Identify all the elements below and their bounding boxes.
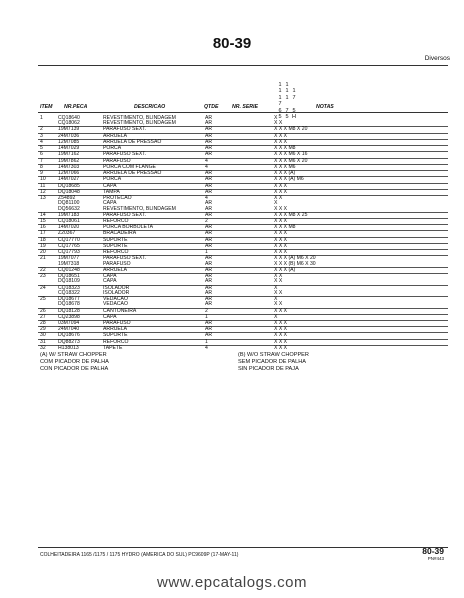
applicability-cell: X X	[274, 195, 283, 202]
description-cell: SUPORTE	[103, 236, 128, 243]
description-cell: CAPA	[103, 182, 117, 189]
part-number-cell: Z20367	[58, 230, 76, 237]
part-number-cell: CQ18640	[58, 115, 80, 121]
description-cell: PROTECAO	[103, 195, 132, 202]
part-number-cell: 19M7139	[58, 126, 80, 133]
qty-cell: AR	[205, 151, 213, 158]
qty-cell: AR	[205, 170, 213, 177]
description-cell: ISOLADOR	[103, 289, 130, 296]
serial-column-header	[278, 82, 296, 120]
part-number-cell: Z54892	[58, 195, 76, 202]
description-cell: ARRUELA	[103, 132, 128, 139]
part-number-cell: DQ81100	[58, 200, 80, 207]
part-number-cell: 24M7036	[58, 132, 80, 139]
description-cell: PORCA COM FLANGE	[103, 163, 156, 170]
description-cell: PORCA	[103, 176, 122, 183]
qty-cell: AR	[205, 188, 213, 195]
description-cell: CAPA	[103, 200, 117, 207]
qty-cell: 2	[205, 217, 208, 224]
part-number-cell: 12M7085	[58, 138, 80, 145]
item-cell: 18	[40, 236, 46, 243]
description-cell: REVESTIMENTO, BLINDAGEM	[103, 120, 176, 127]
description-cell: SUPORTE	[103, 332, 128, 339]
applicability-cell: X X X	[274, 249, 288, 256]
description-cell: ISOLADOR	[103, 284, 130, 291]
description-cell: ARRUELA	[103, 326, 128, 333]
description-cell: PARAFUSO SEXT.	[103, 211, 147, 218]
qty-cell: AR	[205, 230, 213, 237]
qty-cell: AR	[205, 278, 213, 285]
applicability-cell: X	[274, 313, 278, 320]
applicability-cell: X X X	[274, 319, 288, 326]
note-b-line-3: SIN PICADOR DE PAJA	[238, 366, 299, 372]
note-b-line-2: SEM PICADOR DE PALHA	[238, 359, 306, 365]
qty-cell: AR	[205, 255, 213, 262]
qty-cell: 4	[205, 344, 208, 351]
description-cell: REFORCO	[103, 249, 129, 256]
footer-rule	[38, 547, 448, 548]
description-cell: PARAFUSO SEXT.	[103, 151, 147, 158]
description-cell: CAPA	[103, 278, 117, 285]
qty-cell: AR	[205, 211, 213, 218]
qty-cell: AR	[205, 319, 213, 326]
qty-cell: AR	[205, 132, 213, 139]
description-cell: SUPORTE	[103, 242, 128, 249]
item-cell: 22	[40, 266, 46, 273]
applicability-cell: X	[274, 284, 278, 291]
applicability-cell: X	[274, 115, 278, 121]
description-cell: PARAFUSO	[103, 319, 131, 326]
qty-cell: AR	[205, 260, 213, 267]
item-cell: 30	[40, 332, 46, 339]
applicability-cell: X X	[274, 278, 283, 285]
description-cell: REFORCO	[103, 217, 129, 224]
part-number-cell: CQ18062	[58, 120, 80, 127]
part-number-cell: 14M7027	[58, 176, 80, 183]
part-number-cell: CQ17765	[58, 242, 80, 249]
applicability-cell: X X X	[274, 205, 288, 212]
description-cell: PARAFUSO SEXT.	[103, 255, 147, 262]
applicability-cell: X X X	[274, 236, 288, 243]
applicability-cell: X X	[274, 289, 283, 296]
item-cell: 23	[40, 273, 46, 280]
item-cell: 31	[40, 338, 46, 345]
qty-cell: 1	[205, 338, 208, 345]
part-number-cell: DQ18676	[58, 332, 80, 339]
note-a	[40, 352, 109, 373]
applicability-cell: X X X (A)	[274, 266, 296, 273]
qty-cell: AR	[205, 176, 213, 183]
description-cell: CAPA	[103, 313, 117, 320]
applicability-cell: X X X M6	[274, 163, 296, 170]
qty-cell: AR	[205, 296, 213, 303]
footer-page-number: 80-39	[422, 546, 444, 556]
serial-header-col-3: 1 7 5 H	[292, 88, 296, 121]
part-number-cell: 19M7183	[58, 211, 80, 218]
part-number-cell: 19M7162	[58, 151, 80, 158]
part-number-cell: CQ18323	[58, 284, 80, 291]
item-cell: 10	[40, 176, 46, 183]
qty-cell: AR	[205, 332, 213, 339]
description-cell: PARAFUSO SEXT.	[103, 126, 147, 133]
description-cell: CAPA	[103, 273, 117, 280]
part-number-cell: DQ18678	[58, 301, 80, 308]
qty-cell: AR	[205, 284, 213, 291]
part-number-cell: 14M7303	[58, 163, 80, 170]
description-cell: VEDACAO	[103, 296, 128, 303]
part-number-cell: 14M7029	[58, 145, 80, 152]
qty-cell: 4	[205, 163, 208, 170]
qty-cell: AR	[205, 273, 213, 280]
item-cell: 32	[40, 344, 46, 351]
applicability-cell: X X X	[274, 332, 288, 339]
item-cell: 3	[40, 132, 43, 139]
qty-cell: AR	[205, 301, 213, 308]
part-number-cell: DQ18651	[58, 273, 80, 280]
applicability-cell: X X X	[274, 182, 288, 189]
item-cell: 16	[40, 224, 46, 231]
applicability-cell: X X X	[274, 307, 288, 314]
qty-cell: AR	[205, 120, 213, 127]
description-cell: PARAFUSO	[103, 157, 131, 164]
parts-table	[38, 116, 448, 351]
applicability-cell: X X X	[274, 188, 288, 195]
column-header-qty: QTDE	[204, 104, 219, 110]
column-header-serial: NR. SERIE	[232, 104, 258, 110]
item-cell: 19	[40, 242, 46, 249]
description-cell: CANTONEIRA	[103, 307, 137, 314]
qty-cell: AR	[205, 242, 213, 249]
applicability-cell: X X X	[274, 344, 288, 351]
applicability-cell: X X	[274, 273, 283, 280]
watermark[interactable]: www.epcatalogs.com	[157, 574, 307, 591]
qty-cell: AR	[205, 115, 213, 121]
description-cell: REVESTIMENTO, BLINDAGEM	[103, 205, 176, 212]
item-cell: 15	[40, 217, 46, 224]
table-header-rule	[38, 112, 448, 113]
description-cell: REVESTIMENTO, BLINDAGEM	[103, 115, 176, 121]
qty-cell: AR	[205, 145, 213, 152]
part-number-cell: DQ88273	[58, 338, 80, 345]
qty-cell: AR	[205, 126, 213, 133]
item-cell: 4	[40, 138, 43, 145]
description-cell: BRACADEIRA	[103, 230, 137, 237]
applicability-cell: X X X M8 X 25	[274, 211, 308, 218]
part-number-cell: 14M7020	[58, 224, 80, 231]
item-cell: 14	[40, 211, 46, 218]
serial-header-col-2: 1 1 1 7 5	[285, 82, 289, 121]
applicability-cell: X X X	[274, 138, 288, 145]
part-number-cell: 19M7077	[58, 255, 80, 262]
item-cell: 20	[40, 249, 46, 256]
part-number-cell: CQ23898	[58, 313, 80, 320]
description-cell: VEDACAO	[103, 301, 128, 308]
page-title: 80-39	[212, 35, 252, 52]
note-a-line-3: CON PICADOR DE PALHA	[40, 366, 109, 372]
description-cell: REFORCO	[103, 338, 129, 345]
part-number-cell: CQ17793	[58, 249, 80, 256]
applicability-cell: X X X (A) M6	[274, 176, 304, 183]
applicability-cell: X X X M8	[274, 145, 296, 152]
qty-cell: AR	[205, 182, 213, 189]
applicability-cell: X X X	[274, 242, 288, 249]
note-a-line-1: (A) W/ STRAW CHOPPER	[40, 352, 107, 358]
serial-header-col-1: 1 1 1 7 6 5	[278, 82, 282, 121]
column-header-part: NR.PECA	[64, 104, 88, 110]
part-number-cell: DQ18048	[58, 188, 80, 195]
column-header-description: DESCRICAO	[134, 104, 166, 110]
part-number-cell: DQ18685	[58, 182, 80, 189]
footer-code: PN#443	[427, 556, 444, 561]
applicability-cell: X X X	[274, 326, 288, 333]
part-number-cell: CQ18061	[58, 217, 80, 224]
qty-cell: AR	[205, 236, 213, 243]
applicability-cell: X X	[274, 120, 283, 127]
part-number-cell: CQ01248	[58, 266, 80, 273]
description-cell: ARRUELA	[103, 266, 128, 273]
qty-cell: AR	[205, 326, 213, 333]
item-cell: 28	[40, 319, 46, 326]
part-number-cell: 19M7862	[58, 157, 80, 164]
description-cell: TAMPA	[103, 188, 120, 195]
item-cell: 5	[40, 145, 43, 152]
qty-cell: 2	[205, 307, 208, 314]
description-cell: TAPETE	[103, 344, 123, 351]
applicability-cell: X X X (A)	[274, 170, 296, 177]
item-cell: 7	[40, 157, 43, 164]
table-row	[38, 345, 448, 351]
item-cell: 2	[40, 126, 43, 133]
item-cell: 17	[40, 230, 46, 237]
part-number-cell: DQ18109	[58, 278, 80, 285]
item-cell: 13	[40, 195, 46, 202]
qty-cell: 4	[205, 157, 208, 164]
item-cell: 29	[40, 326, 46, 333]
note-b-line-1: (B) W/O STRAW CHOPPER	[238, 352, 309, 358]
applicability-cell: X X X	[274, 217, 288, 224]
part-number-cell: CQ18322	[58, 289, 80, 296]
description-cell: ARRUELA DE PRESSAO	[103, 170, 162, 177]
applicability-cell: X X X (A) M6 X 20	[274, 255, 316, 262]
item-cell: 27	[40, 313, 46, 320]
item-cell: 25	[40, 296, 46, 303]
item-cell: 8	[40, 163, 43, 170]
note-a-line-2: COM PICADOR DE PALHA	[40, 359, 109, 365]
part-number-cell: DQ18128	[58, 307, 80, 314]
item-cell: 6	[40, 151, 43, 158]
qty-cell: AR	[205, 266, 213, 273]
applicability-cell: X X X M8	[274, 224, 296, 231]
qty-cell: AR	[205, 200, 213, 207]
footer-text: COLHEITADEIRA 1165 /1175 / 1175 HYDRO (AMERICA DO SUL) PC9609P (17-MAY-11)	[40, 552, 239, 558]
applicability-cell: X X X (B) M6 X 30	[274, 260, 316, 267]
section-label: Diversos	[424, 55, 450, 62]
item-cell: 9	[40, 170, 43, 177]
qty-cell: AR	[205, 289, 213, 296]
description-cell: PORCA BORBOLETA	[103, 224, 154, 231]
header-rule	[38, 65, 448, 66]
item-cell: 11	[40, 182, 46, 189]
applicability-cell: X X X	[274, 132, 288, 139]
part-number-cell: 24M7040	[58, 326, 80, 333]
column-header-notes: NOTAS	[316, 104, 334, 110]
description-cell: PORCA	[103, 145, 122, 152]
applicability-cell: X X X M8 X 20	[274, 126, 308, 133]
qty-cell: AR	[205, 205, 213, 212]
part-number-cell: DQ18677	[58, 296, 80, 303]
item-cell: 26	[40, 307, 46, 314]
applicability-cell: X	[274, 200, 278, 207]
column-header-item: ITEM	[40, 104, 53, 110]
qty-cell: AR	[205, 224, 213, 231]
qty-cell: 4	[205, 195, 208, 202]
applicability-cell: X X X	[274, 338, 288, 345]
item-cell: 1	[40, 115, 43, 121]
part-number-cell: 12M7066	[58, 170, 80, 177]
applicability-cell: X X	[274, 301, 283, 308]
qty-cell: AR	[205, 138, 213, 145]
item-cell: 21	[40, 255, 46, 262]
description-cell: ARRUELA DE PRESSAO	[103, 138, 162, 145]
part-number-cell: DQ56632	[58, 205, 80, 212]
qty-cell: 1	[205, 313, 208, 320]
applicability-cell: X X X M6 X 16	[274, 151, 308, 158]
item-cell: 12	[40, 188, 46, 195]
part-number-cell: CQ17770	[58, 236, 80, 243]
qty-cell: 1	[205, 249, 208, 256]
item-cell: 24	[40, 284, 46, 291]
note-b	[238, 352, 309, 373]
part-number-cell: 03M7094	[58, 319, 80, 326]
part-number-cell: H138013	[58, 344, 79, 351]
part-number-cell: 19M7318	[58, 260, 80, 267]
applicability-cell: X	[274, 296, 278, 303]
applicability-cell: X X X M6 X 20	[274, 157, 308, 164]
applicability-cell: X X X	[274, 230, 288, 237]
description-cell: PARAFUSO	[103, 260, 131, 267]
